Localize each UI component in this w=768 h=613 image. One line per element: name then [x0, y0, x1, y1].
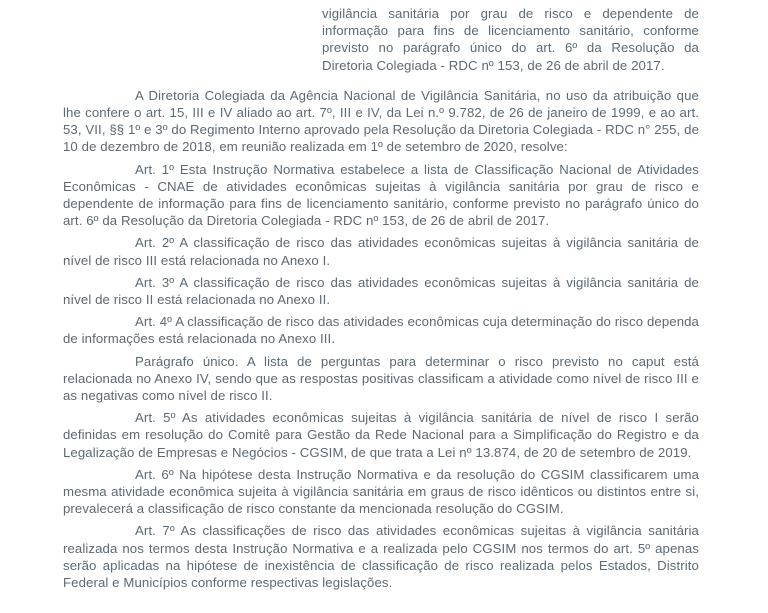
article-1-paragraph: Art. 1º Esta Instrução Normativa estabelece a lista de Classificação Nacional de Atividades Econômicas - CNAE de atividades econômicas sujeitas à vigilância sanitária por grau de risco e dependente de informação para fins de licenciamento sanitário, conforme previsto no parágrafo único do art. 6º da Resolução da Diretoria Colegiada - RDC nº 153, de 26 de abril de 2017.	[63, 161, 699, 229]
article-4-paragraph: Art. 4º A classificação de risco das atividades econômicas cuja determinação do risco dependa de informações está relacionada no Anexo III.	[63, 314, 699, 347]
article-6-paragraph: Art. 6º Na hipótese desta Instrução Normativa e da resolução do CGSIM classificarem uma mesma atividade econômica sujeita à vigilância sanitária em graus de risco idênticos ou distintos entre si, prevalecerá a classificação de risco constante da mencionada resolução do CGSIM.	[63, 466, 699, 517]
article-5-paragraph: Art. 5º As atividades econômicas sujeitas à vigilância sanitária de nível de risco I serão definidas em resolução do Comitê para Gestão da Rede Nacional para a Simplificação do Registro e da Legalização de Empresas e Negócios - CGSIM, de que trata a Lei nº 13.874, de 20 de setembro de 2019.	[63, 410, 699, 460]
ementa-paragraph: vigilância sanitária por grau de risco e dependente de informação para fins de licenciamento sanitário, conforme previsto no parágrafo único do art. 6º da Resolução da Diretoria Colegiada - RDC nº 153, de 26 de abril de 2017.	[322, 6, 699, 73]
article-3-paragraph: Art. 3º A classificação de risco das atividades econômicas sujeitas à vigilância sanitária de nível de risco II está relacionada no Anexo II.	[63, 274, 699, 308]
article-2-paragraph: Art. 2º A classificação de risco das atividades econômicas sujeitas à vigilância sanitária de nível de risco III está relacionada no Anexo I.	[63, 235, 699, 268]
sole-paragraph: Parágrafo único. A lista de perguntas para determinar o risco previsto no caput está relacionada no Anexo IV, sendo que as respostas positivas classificam a atividade como nível de risco III e as negativas como nível de risco II.	[63, 353, 699, 404]
article-7-paragraph: Art. 7º As classificações de risco das atividades econômicas sujeitas à vigilância sanitária realizada nos termos desta Instrução Normativa e a realizada pelo CGSIM nos termos do art. 5º apenas serão aplicadas na hipótese de inexistência de classificação de risco realizada pelos Estados, Distrito Federal e Municípios conforme respectivas legislações.	[63, 523, 699, 591]
preamble-paragraph: A Diretoria Colegiada da Agência Nacional de Vigilância Sanitária, no uso da atribuição que lhe confere o art. 15, III e IV aliado ao art. 7º, III e IV, da Lei n.º 9.782, de 26 de janeiro de 1999, e ao art. 53, VII, §§ 1º e 3º do Regimento Interno aprovado pela Resolução da Diretoria Colegiada - RDC n° 255, de 10 de dezembro de 2018, em reunião realizada em 1º de setembro de 2020, resolve:	[63, 87, 699, 155]
